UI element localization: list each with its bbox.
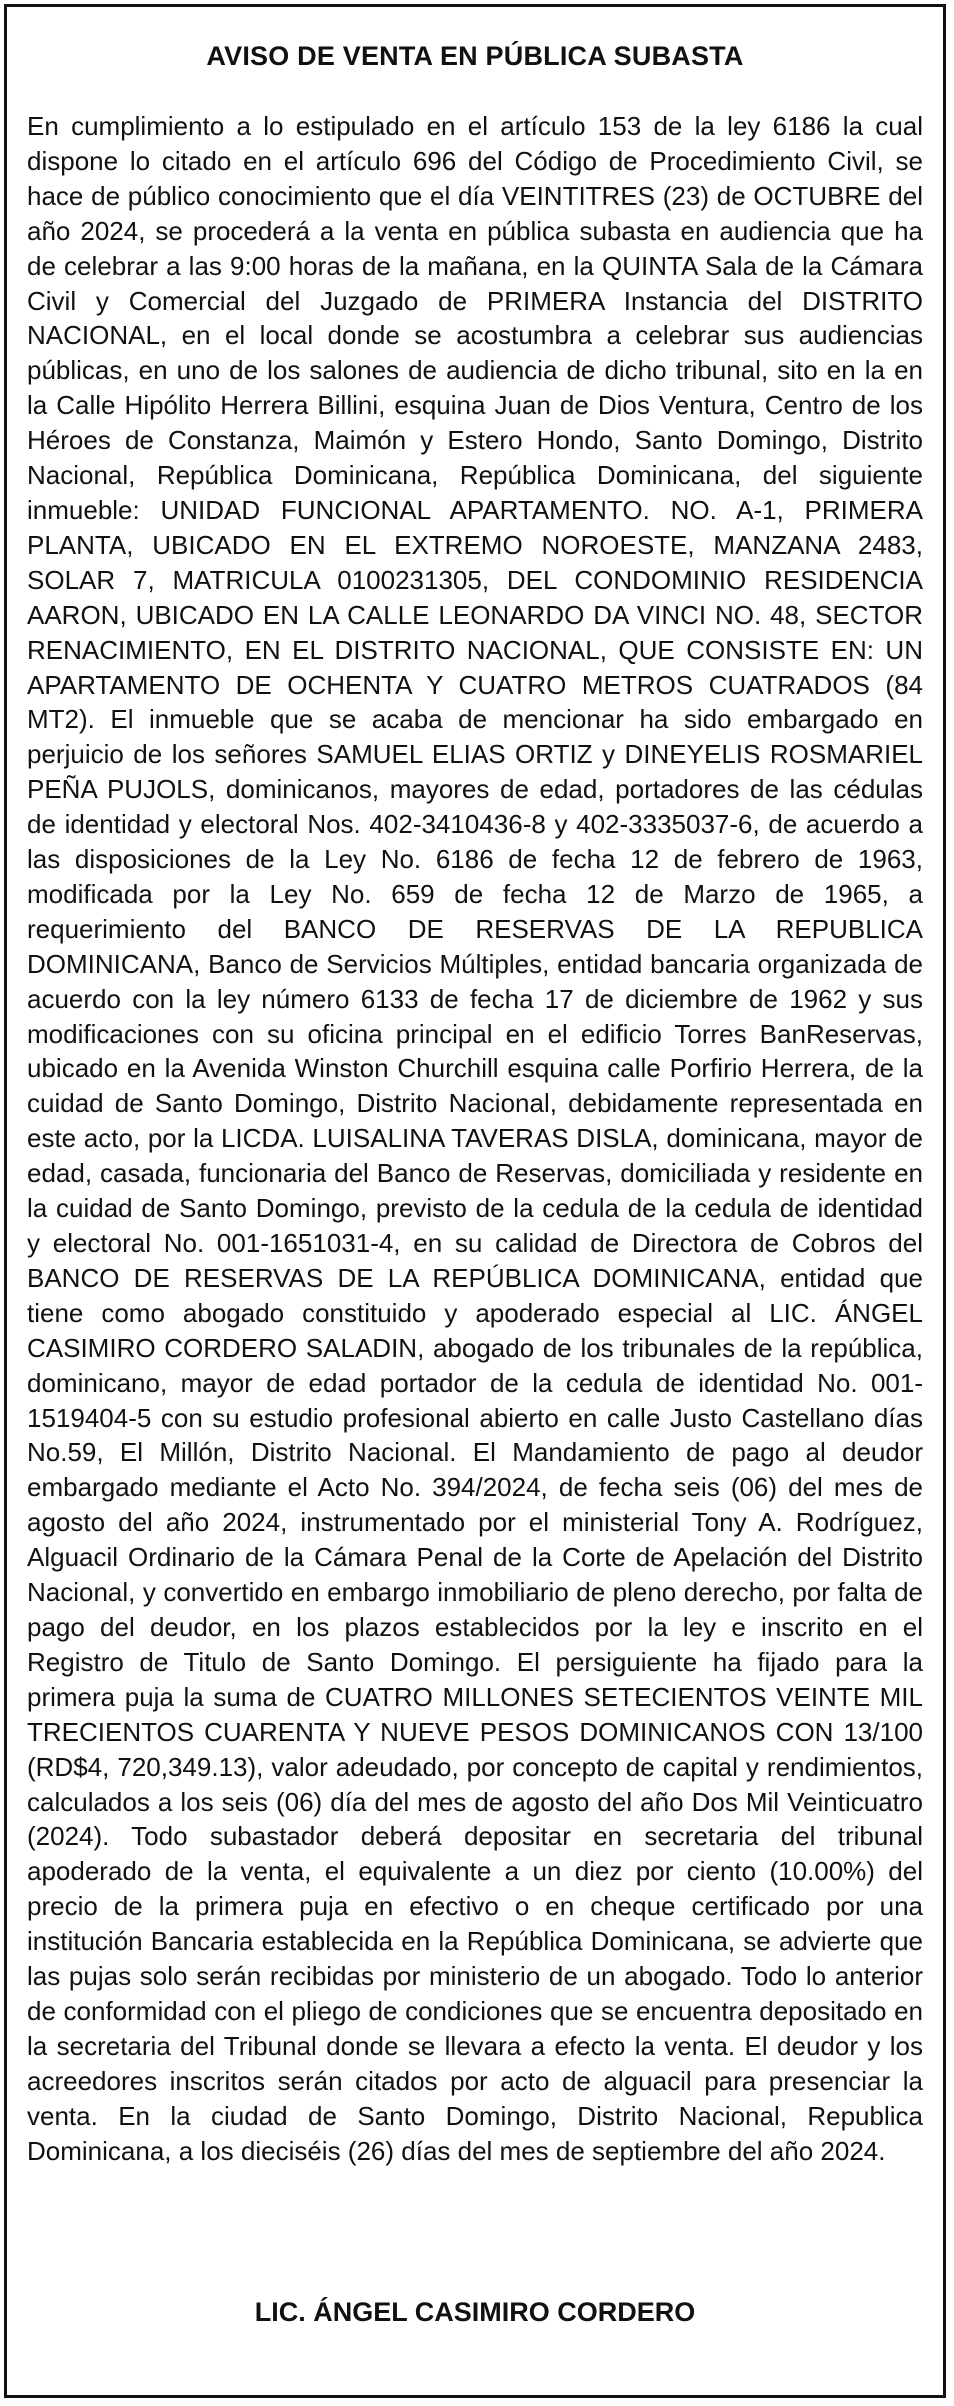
notice-body: En cumplimiento a lo estipulado en el artículo 153 de la ley 6186 la cual dispone lo citado en el artículo 696 del Código de Procedimiento Civil, se hace de público conocimiento que el día VEINTITRES (23) de OCTUBRE del año 2024, se procederá a la venta en pública subasta en audiencia que ha de celebrar a las 9:00 horas de la mañana, en la QUINTA Sala de la Cámara Civil y Comercial del Juzgado de PRIMERA Instancia del DISTRITO NACIONAL, en el local donde se acostumbra a celebrar sus audiencias públicas, en uno de los salones de audiencia de dicho tribunal, sito en la en la Calle Hipólito Herrera Billini, esquina Juan de Dios Ventura, Centro de los Héroes de Constanza, Maimón y Estero Hondo, Santo Domingo, Distrito Nacional, República Dominicana, República Dominicana, del siguiente inmueble: UNIDAD FUNCIONAL APARTAMENTO. NO. A-1, PRIMERA PLANTA, UBICADO EN EL EXTREMO NOROESTE, MANZANA 2483, SOLAR 7, MATRICULA 0100231305, DEL CONDOMINIO RESIDENCIA AARON, UBICADO EN LA CALLE LEONARDO DA VINCI NO. 48, SECTOR RENACIMIENTO, EN EL DISTRITO NACIONAL, QUE CONSISTE EN: UN APARTAMENTO DE OCHENTA Y CUATRO METROS CUATRADOS (84 MT2). El inmueble que se acaba de mencionar ha sido embargado en perjuicio de los señores SAMUEL ELIAS ORTIZ y DINEYELIS ROSMARIEL PEÑA PUJOLS, dominicanos, mayores de edad, portadores de las cédulas de identidad y electoral Nos. 402-3410436-8 y 402-3335037-6, de acuerdo a las disposiciones de la Ley No. 6186 de fecha 12 de febrero de 1963, modificada por la Ley No. 659 de fecha 12 de Marzo de 1965, a requerimiento del BANCO DE RESERVAS DE LA REPUBLICA DOMINICANA, Banco de Servicios Múltiples, entidad bancaria organizada de acuerdo con la ley número 6133 de fecha 17 de diciembre de 1962 y sus modificaciones con su oficina principal en el edificio Torres BanReservas, ubicado en la Avenida Winston Churchill esquina calle Porfirio Herrera, de la cuidad de Santo Domingo, Distrito Nacional, debidamente representada en este acto, por la LICDA. LUISALINA TAVERAS DISLA, dominicana, mayor de edad, casada, funcionaria del Banco de Reservas, domiciliada y residente en la cuidad de Santo Domingo, previsto de la cedula de la cedula de identidad y electoral No. 001-1651031-4, en su calidad de Directora de Cobros del BANCO DE RESERVAS DE LA REPÚBLICA DOMINICANA, entidad que tiene como abogado constituido y apoderado especial al LIC. ÁNGEL CASIMIRO CORDERO SALADIN, abogado de los tribunales de la república, dominicano, mayor de edad portador de la cedula de identidad No. 001-1519404-5 con su estudio profesional abierto en calle Justo Castellano días No.59, El Millón, Distrito Nacional. El Mandamiento de pago al deudor embargado mediante el Acto No. 394/2024, de fecha seis (06) del mes de agosto del año 2024, instrumentado por el ministerial Tony A. Rodríguez, Alguacil Ordinario de la Cámara Penal de la Corte de Apelación del Distrito Nacional, y convertido en embargo inmobiliario de pleno derecho, por falta de pago del deudor, en los plazos establecidos por la ley e inscrito en el Registro de Titulo de Santo Domingo. El persiguiente ha fijado para la primera puja la suma de CUATRO MILLONES SETECIENTOS VEINTE MIL TRECIENTOS CUARENTA Y NUEVE PESOS DOMINICANOS CON 13/100 (RD$4, 720,349.13), valor adeudado, por concepto de capital y rendimientos, calculados a los seis (06) día del mes de agosto del año Dos Mil Veinticuatro (2024). Todo subastador deberá depositar en secretaria del tribunal apoderado de la venta, el equivalente a un diez por ciento (10.00%) del precio de la primera puja en efectivo o en cheque certificado por una institución Bancaria establecida en la República Dominicana, se advierte que las pujas solo serán recibidas por ministerio de un abogado. Todo lo anterior de conformidad con el pliego de condiciones que se encuentra depositado en la secretaria del Tribunal donde se llevara a efecto la venta. El deudor y los acreedores inscritos serán citados por acto de alguacil para presenciar la venta. En la ciudad de Santo Domingo, Distrito Nacional, Republica Dominicana, a los dieciséis (26) días del mes de septiembre del año 2024. — [27, 111, 923, 2166]
notice-title: AVISO DE VENTA EN PÚBLICA SUBASTA — [206, 41, 744, 71]
notice-frame — [4, 4, 946, 2398]
notice-signature: LIC. ÁNGEL CASIMIRO CORDERO — [254, 2297, 696, 2327]
